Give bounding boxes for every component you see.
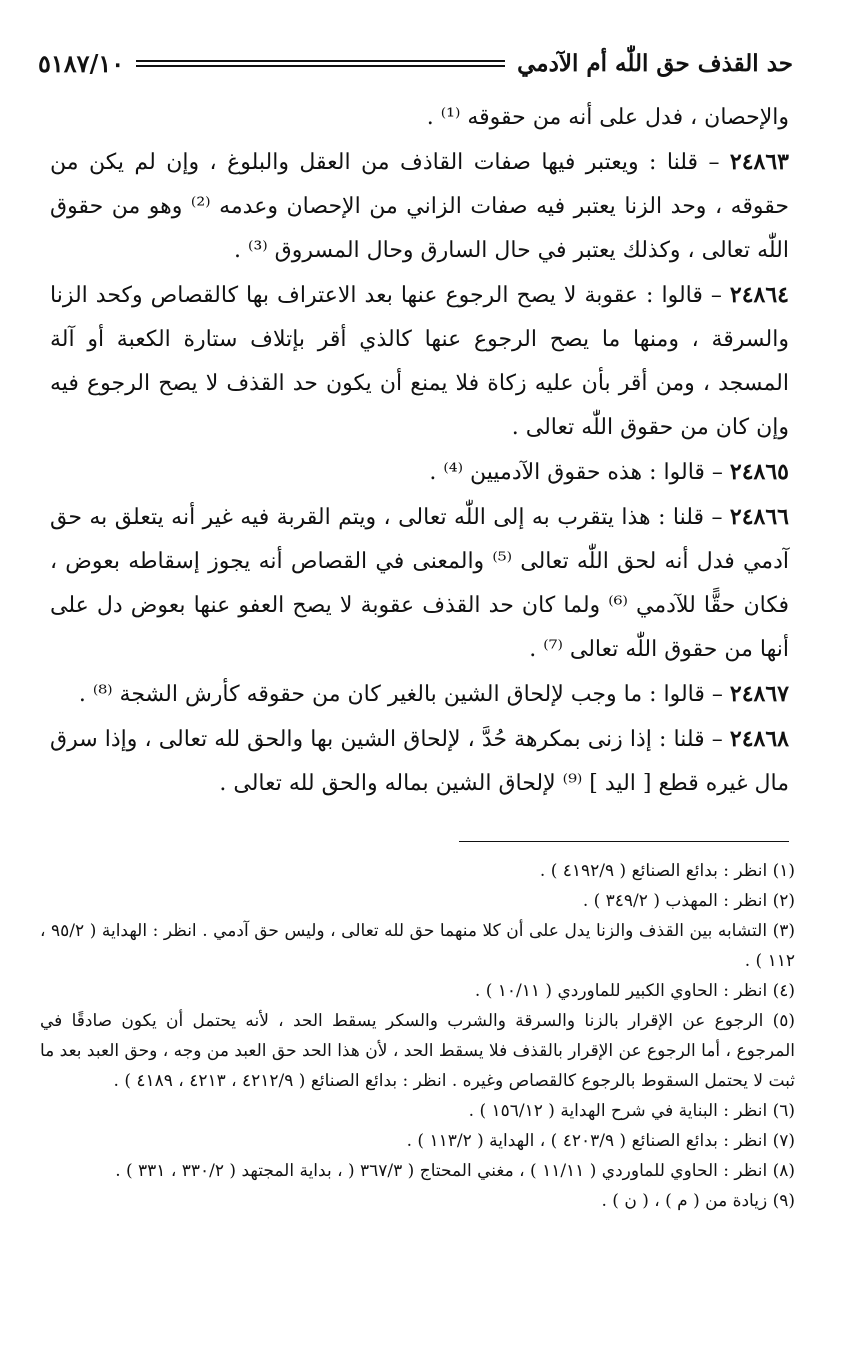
running-header: [38, 46, 793, 80]
header-rule: [136, 60, 505, 67]
page-number: ٥١٨٧/١٠: [38, 48, 125, 78]
footnote-divider: [459, 841, 789, 842]
footnote-7: (٧) انظر : بدائع الصنائع ( ٤٢٠٣/٩ ) ، الهداية ( ١١٣/٢ ) .: [406, 1131, 795, 1151]
paragraph-text: – قالوا : هذه حقوق الآدميين ⁽⁴⁾ .: [429, 460, 730, 485]
paragraph-number: ٢٤٨٦٤: [729, 282, 789, 308]
paragraph-number: ٢٤٨٦٣: [729, 149, 789, 175]
paragraph-24867: [50, 672, 789, 717]
footnote-1: (١) انظر : بدائع الصنائع ( ٤١٩٢/٩ ) .: [539, 861, 795, 881]
footnote-9: (٩) زيادة من ( م ) ، ( ن ) .: [601, 1191, 795, 1211]
paragraph-number: ٢٤٨٦٧: [729, 681, 789, 707]
paragraph-text: – قالوا : ما وجب لإلحاق الشين بالغير كان من حقوقه كأرش الشجة ⁽⁸⁾ .: [78, 682, 730, 707]
paragraph-number: ٢٤٨٦٨: [729, 726, 789, 752]
paragraph-24865: [50, 450, 789, 495]
paragraph-text: – قلنا : ويعتبر فيها صفات القاذف من العقل والبلوغ ، وإن لم يكن من حقوقه ، وحد الزنا يعتبر فيه صفات الزاني من الإحصان وعدمه ⁽²⁾ وهو من حقوق اللّٰه تعالى ، وكذلك يعتبر في حال السارق وحال المسروق ⁽³⁾ .: [50, 150, 789, 263]
paragraph-text: – قلنا : إذا زنى بمكرهة حُدَّ ، لإلحاق الشين بها والحق لله تعالى ، وإذا سرق مال غيره قطع [ اليد ] ⁽⁹⁾ لإلحاق الشين بماله والحق لله تعالى .: [50, 727, 789, 796]
paragraph-24866: [50, 495, 789, 672]
footnotes: [40, 856, 795, 1216]
main-text: [50, 96, 789, 806]
paragraph-number: ٢٤٨٦٦: [729, 504, 789, 530]
footnote-4: (٤) انظر : الحاوي الكبير للماوردي ( ١٠/١١ ) .: [474, 981, 795, 1001]
paragraph-24863: [50, 140, 789, 273]
footnote-6: (٦) انظر : البناية في شرح الهداية ( ١٥٦/١٢ ) .: [468, 1101, 795, 1121]
paragraph-text: – قالوا : عقوبة لا يصح الرجوع عنها بعد الاعتراف بها كالقصاص وكحد الزنا والسرقة ، ومنها ما يصح الرجوع عنها كالذي أقر بإتلاف ستارة الكعبة أو آلة المسجد ، ومن أقر بأن عليه زكاة فلا يمنع أن يكون حد القذف لا يصح الرجوع فيه وإن كان من حقوق اللّٰه تعالى .: [50, 283, 789, 440]
paragraph-number: ٢٤٨٦٥: [729, 459, 789, 485]
paragraph-continuation: [50, 96, 789, 140]
paragraph-text: – قلنا : هذا يتقرب به إلى اللّٰه تعالى ، ويتم القربة فيه غير أنه يتعلق به حق آدمي فدل أنه لحق اللّٰه تعالى ⁽⁵⁾ والمعنى في القصاص أنه يجوز إسقاطه بعوض ، فكان حقًّا للآدمي ⁽⁶⁾ ولما كان حد القذف عقوبة لا يصح العفو عنها بعوض دل على أنها من حقوق اللّٰه تعالى ⁽⁷⁾ .: [50, 505, 789, 662]
paragraph-24864: [50, 273, 789, 450]
footnote-2: (٢) انظر : المهذب ( ٣٤٩/٢ ) .: [582, 891, 795, 911]
paragraph-24868: [50, 717, 789, 806]
footnote-8: (٨) انظر : الحاوي للماوردي ( ١١/١١ ) ، مغني المحتاج ( ٣٦٧/٣ ( ، بداية المجتهد ( ٣٣٠/٢ ، ٣٣١ ) .: [115, 1161, 795, 1181]
footnote-5: (٥) الرجوع عن الإقرار بالزنا والسرقة والشرب والسكر يسقط الحد ، لأنه يحتمل أن يكون صادقًا في المرجوع ، أما الرجوع عن الإقرار بالقذف فلا يسقط الحد ، لأن هذا الحد حق العبد من وجه ، وحق العبد بعد ما ثبت لا يحتمل السقوط بالرجوع كالقصاص وغيره . انظر : بدائع الصنائع ( ٤٢١٢/٩ ، ٤٢١٣ ، ٤١٨٩ ) .: [39, 1011, 795, 1091]
paragraph-text: والإحصان ، فدل على أنه من حقوقه ⁽¹⁾ .: [426, 105, 789, 130]
running-title: حد القذف حق اللّٰه أم الآدمي: [517, 49, 793, 77]
footnote-3: (٣) التشابه بين القذف والزنا يدل على أن كلا منهما حق لله تعالى ، وليس حق آدمي . انظر : الهداية ( ٩٥/٢ ، ١١٢ ) .: [40, 921, 796, 971]
